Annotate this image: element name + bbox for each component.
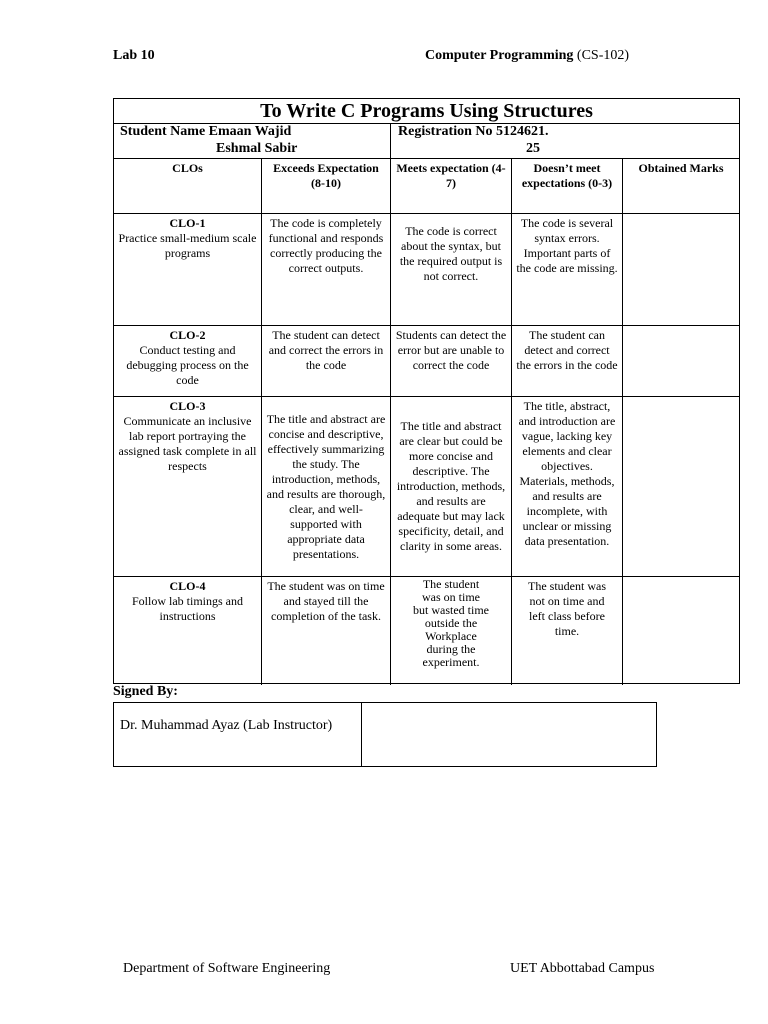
obtained-marks-cell[interactable]	[623, 214, 739, 325]
student-info-row	[114, 124, 739, 159]
rubric-table	[113, 98, 740, 684]
clo-label: CLO-1	[169, 216, 206, 230]
meets-cell	[391, 397, 512, 576]
clo-cell	[114, 326, 262, 396]
doesnt-meet-cell: The code is several syntax errors. Important parts of the code are missing.	[512, 214, 623, 325]
registration-line2: 25	[526, 141, 540, 156]
column-header-clos: CLOs	[114, 159, 262, 213]
clo-description: Follow lab timings and instructions	[132, 594, 243, 623]
exceeds-cell: The code is completely functional and responds correctly producing the correct outputs.	[262, 214, 391, 325]
exceeds-text: The title and abstract are concise and descriptive, effectively summarizing the study. The introduction, methods, and results are thorough, clear, and well-supported with appropriate data presentations.	[266, 411, 386, 561]
column-header-obtained-marks: Obtained Marks	[638, 161, 724, 175]
table-row	[114, 397, 739, 577]
column-header-row	[114, 159, 739, 214]
rubric-title: To Write C Programs Using Structures	[260, 100, 593, 122]
footer-department: Department of Software Engineering	[123, 961, 331, 976]
column-header-doesnt-meet: Doesn’t meet expectations (0-3)	[512, 159, 623, 213]
rubric-title-row	[114, 99, 739, 124]
table-row	[114, 214, 739, 326]
exceeds-cell	[262, 397, 391, 576]
signature-box	[113, 702, 657, 767]
obtained-marks-cell[interactable]	[623, 326, 739, 396]
doesnt-meet-cell: The student was not on time and left class before time.	[512, 577, 623, 685]
meets-text: The title and abstract are clear but could be more concise and descriptive. The introduction, methods, and results are adequate but may lack specificity, detail, and clarity in some areas.	[396, 419, 506, 553]
obtained-marks-cell[interactable]	[623, 577, 739, 685]
clo-description: Practice small-medium scale programs	[118, 231, 257, 260]
exceeds-cell: The student can detect and correct the errors in the code	[262, 326, 391, 396]
column-header-meets: Meets expectation (4-7)	[391, 159, 512, 213]
clo-cell	[114, 397, 262, 576]
obtained-marks-cell[interactable]	[623, 397, 739, 576]
registration-cell	[391, 124, 739, 158]
clo-label: CLO-2	[169, 328, 206, 342]
header-lab-number: Lab 10	[113, 48, 155, 63]
course-title: Computer Programming	[425, 48, 574, 63]
footer-campus: UET Abbottabad Campus	[510, 961, 655, 976]
student-name-line1: Student Name Emaan Wajid	[120, 124, 292, 139]
exceeds-cell: The student was on time and stayed till the completion of the task.	[262, 577, 391, 685]
meets-cell	[391, 214, 512, 325]
clo-cell	[114, 577, 262, 685]
clo-label: CLO-4	[169, 579, 206, 593]
clo-cell	[114, 214, 262, 325]
student-name-cell	[114, 124, 391, 158]
clo-description: Communicate an inclusive lab report portraying the assigned task complete in all respects	[118, 414, 257, 473]
clo-label: CLO-3	[169, 399, 206, 413]
meets-cell: Students can detect the error but are unable to correct the code	[391, 326, 512, 396]
instructor-name: Dr. Muhammad Ayaz (Lab Instructor)	[114, 703, 362, 766]
registration-line1: Registration No 5124621.	[398, 124, 549, 139]
table-row	[114, 326, 739, 397]
meets-cell	[391, 577, 512, 685]
column-header-exceeds: Exceeds Expectation (8-10)	[262, 159, 391, 213]
clo-description: Conduct testing and debugging process on the code	[126, 343, 249, 387]
table-row	[114, 577, 739, 685]
student-name-line2: Eshmal Sabir	[216, 141, 298, 156]
signed-by-label: Signed By:	[113, 684, 178, 699]
meets-text: The student was on time but wasted time outside the Workplace during the experiment.	[413, 577, 489, 669]
doesnt-meet-cell: The title, abstract, and introduction are vague, lacking key elements and clear objectives. Materials, methods, and results are incomplete, with unclear or missing data presentation.	[512, 397, 623, 576]
course-code: (CS-102)	[576, 48, 630, 63]
doesnt-meet-cell: The student can detect and correct the errors in the code	[512, 326, 623, 396]
meets-text: The code is correct about the syntax, but the required output is not correct.	[399, 224, 503, 283]
signature-field[interactable]	[362, 703, 656, 766]
header-course	[425, 48, 629, 64]
